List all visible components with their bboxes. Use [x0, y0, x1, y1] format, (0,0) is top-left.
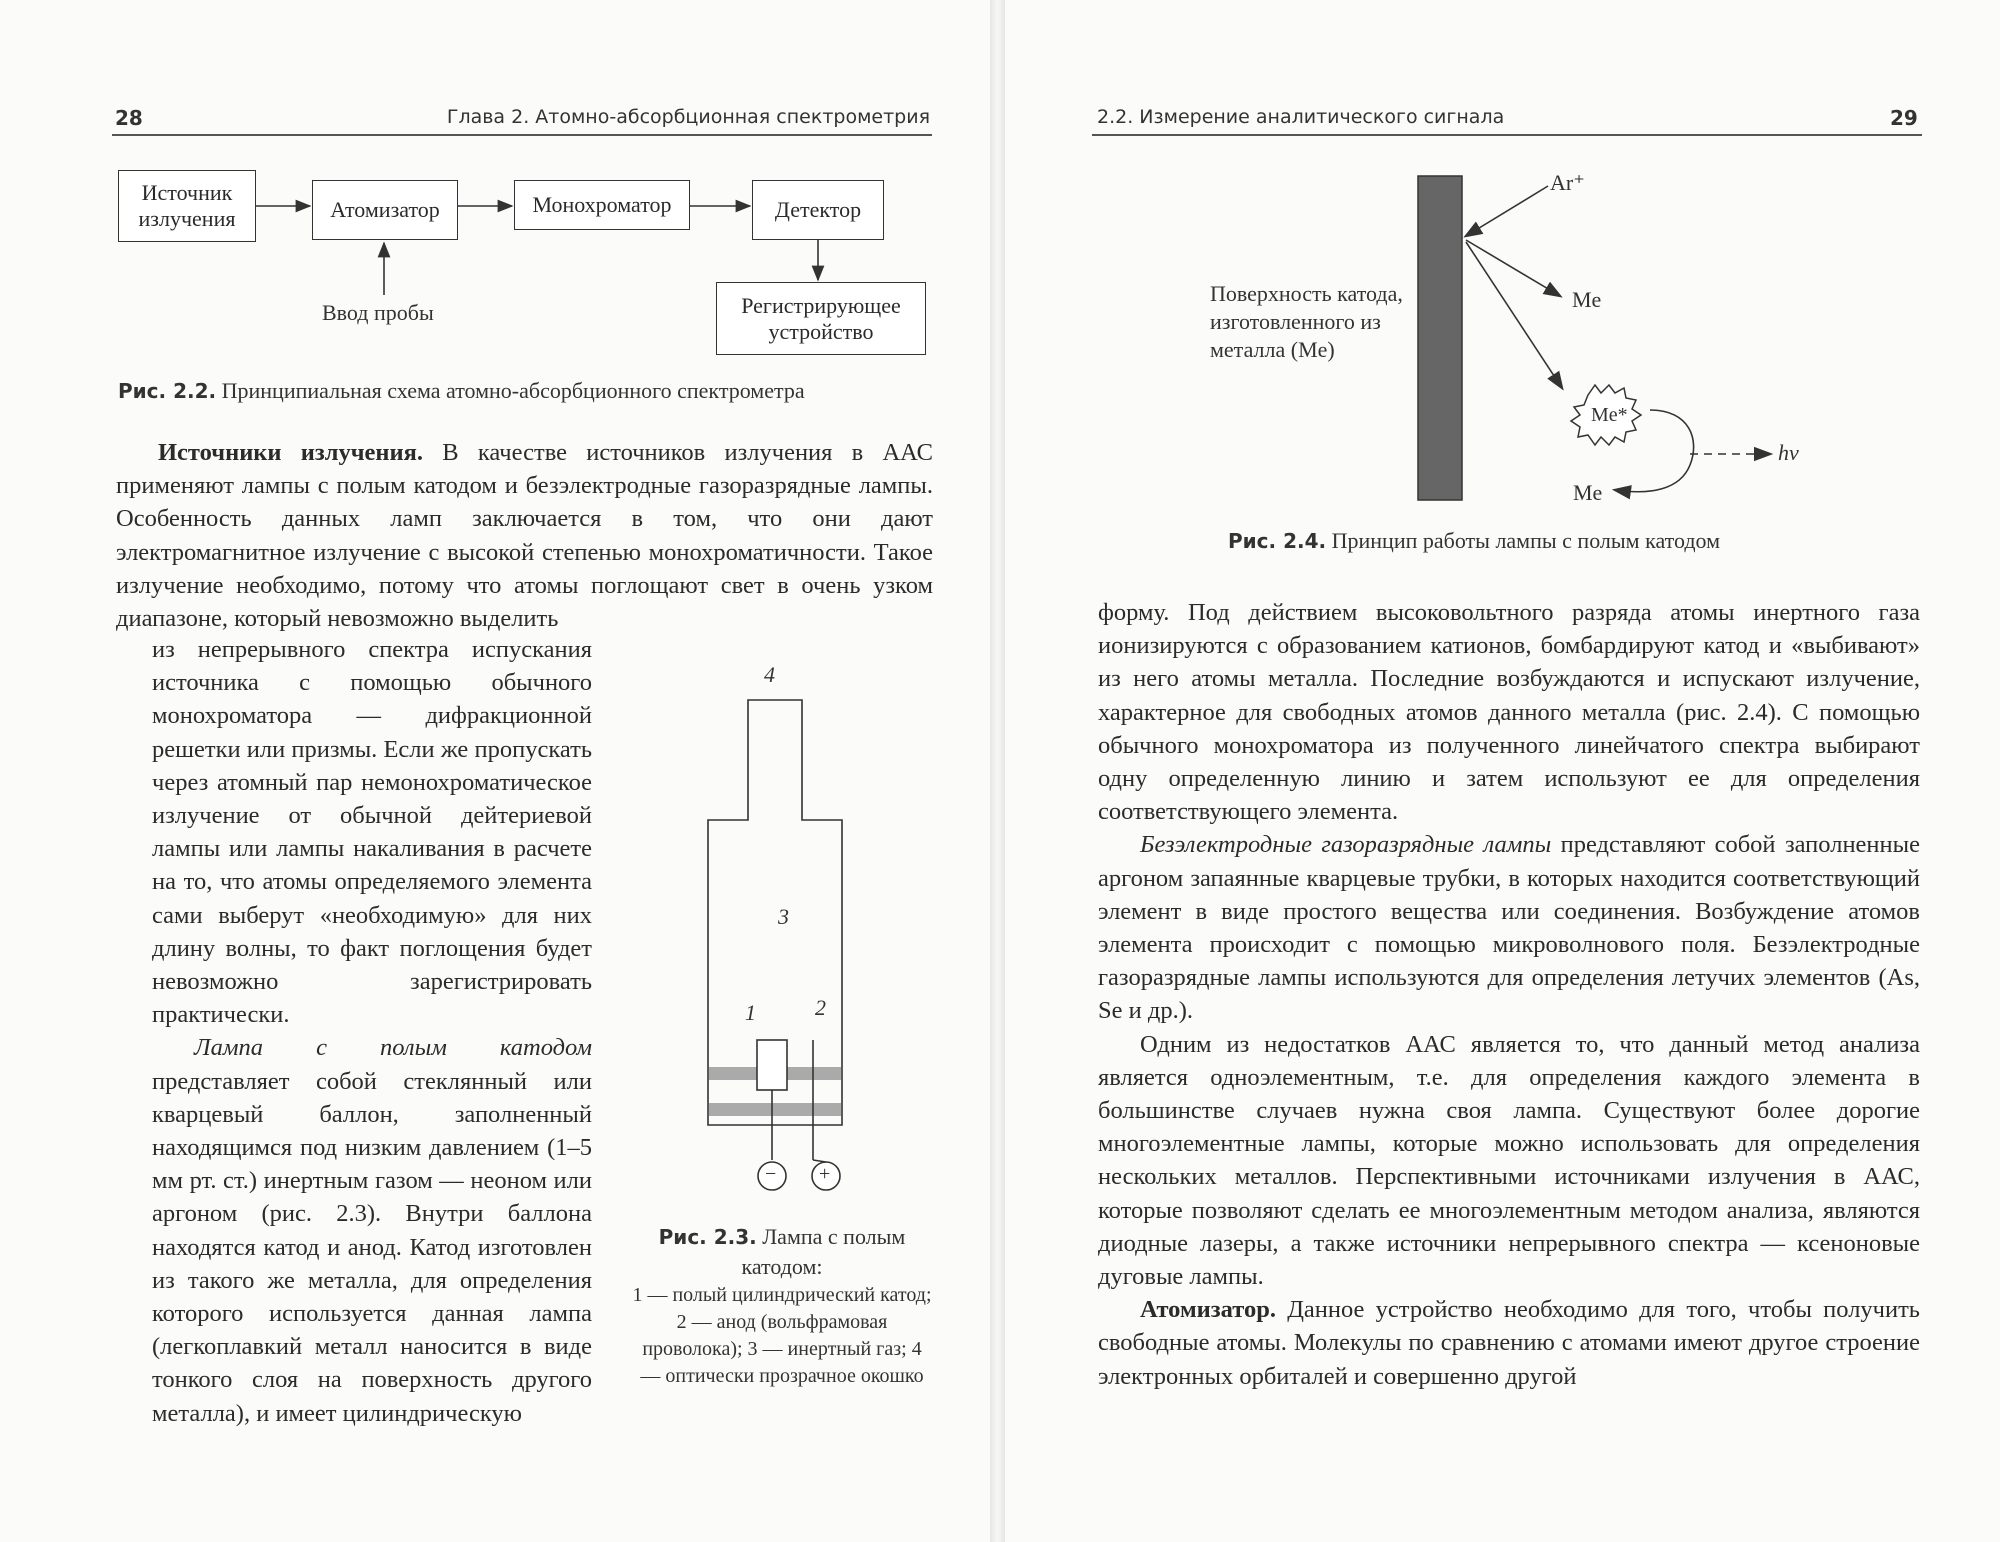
- atomizer-heading: Атомизатор.: [1140, 1296, 1276, 1324]
- minus-sign: −: [765, 1163, 777, 1185]
- right-running-header: 2.2. Измерение аналитического сигнала: [1097, 106, 1505, 128]
- lamp-label-gas: 3: [778, 904, 789, 929]
- lamp-label-anode: 2: [815, 995, 826, 1020]
- right-text-column: [1098, 596, 1920, 1393]
- figure-2-3-caption-label: Рис. 2.3.: [658, 1225, 757, 1249]
- right-paragraph-1: форму. Под действием высоковольтного разряда атомы инертного газа ионизируются с образованием катионов, бомбардируют катод и «выбивают» из него атомы металла. Последние возбуждаются и испускают излучение, характерное для свободных атомов данного металла (рис. 2.4). С помощью обычного монохроматора из полученного линейчатого спектра выбирают одну определенную линию и затем используют ее для определения соответствующего элемента.: [1098, 599, 1920, 826]
- left-running-header: Глава 2. Атомно-абсорбционная спектрометрия: [446, 106, 930, 128]
- cathode-surface-bar: [1418, 176, 1462, 500]
- box-recording-device: Регистрирующее устройство: [716, 282, 926, 355]
- arrow-ion-impact: [1466, 186, 1548, 236]
- arrow-ejected-atom: [1466, 240, 1560, 296]
- right-page-number: 29: [1890, 106, 1918, 130]
- hollow-cathode-lamp-text: представляет собой стеклянный или кварцевый баллон, заполненный находящимся под низким давлением (1–5 мм рт. ст.) инертным газом — неоном или аргоном (рис. 2.3). Внутри баллона находятся катод и анод. Катод изготовлен из такого же металла, для определения которого используется данная лампа (легкоплавкий металл наносится в виде тонкого слоя на поверхность другого металла), и имеет цилиндрическую: [152, 1067, 592, 1427]
- photon-label: hν: [1778, 440, 1799, 465]
- figure-2-3-legend: 1 — полый цилиндрический катод; 2 — анод (вольфрамовая проволока); 3 — инертный газ; 4 — оптически прозрачное окошко: [632, 1284, 932, 1387]
- figure-2-2-caption-text: Принципиальная схема атомно-абсорбционного спектрометра: [221, 378, 805, 403]
- left-page-number: 28: [115, 106, 143, 130]
- lamp-label-window: 4: [764, 662, 775, 687]
- excited-atom-label: Me*: [1591, 404, 1628, 426]
- figure-2-3-caption-title: Лампа с полым катодом:: [741, 1224, 906, 1279]
- figure-2-4-caption: [1228, 528, 1720, 554]
- electrodeless-lamps-term: Безэлектродные газоразрядные лампы: [1140, 831, 1552, 859]
- atomizer-text: Данное устройство необходимо для того, чтобы получить свободные атомы. Молекулы по сравнению с атомами имеют другое строение электронных орбиталей и совершенно другой: [1098, 1296, 1920, 1390]
- lamp-label-cathode: 1: [745, 1000, 756, 1025]
- right-paragraph-3: Одним из недостатков ААС является то, что данный метод анализа является одноэлементным, т.е. для определения каждого элемента в большинстве случаев нужна своя лампа. Существуют более дорогие многоэлементные лампы, которые можно использовать для определения нескольких металлов. Перспективными источниками излучения в ААС, которые позволяют сделать ее многоэлементным методом анализа, являются диодные лазеры, а также источники непрерывного спектра — ксеноновые дуговые лампы.: [1098, 1030, 1920, 1291]
- cathode-surface-label: Поверхность катода, изготовленного из металла (Me): [1210, 281, 1403, 362]
- box-radiation-source: Источник излучения: [118, 170, 256, 242]
- box-atomizer: Атомизатор: [312, 180, 458, 240]
- radiation-sources-text: В качестве источников излучения в ААС применяют лампы с полым катодом и безэлектродные газоразрядные лампы. Особенность данных ламп заключается в том, что они дают электромагнитное излучение с высокой степенью монохроматичности. Такое излучение необходимо, потому что атомы поглощают свет в очень узком диапазоне, который невозможно выделить: [116, 439, 933, 633]
- box-detector: Детектор: [752, 180, 884, 240]
- ejected-atom-label: Me: [1572, 287, 1602, 312]
- argon-ion-label: Ar⁺: [1550, 170, 1585, 195]
- sample-input-label: Ввод пробы: [322, 300, 434, 325]
- figure-2-4-caption-text: Принцип работы лампы с полым катодом: [1331, 528, 1721, 553]
- figure-2-4-caption-label: Рис. 2.4.: [1228, 529, 1327, 553]
- plus-sign: +: [819, 1163, 831, 1185]
- box-monochromator: Монохроматор: [514, 180, 690, 230]
- electrodeless-lamps-text: представляют собой заполненные аргоном запаянные кварцевые трубки, в которых находится соответствующий элемент в виде простого вещества или соединения. Возбуждение атомов элемента происходит с помощью микроволнового поля. Безэлектродные газоразрядные лампы используются для определения летучих элементов (As, Se и др.).: [1098, 831, 1920, 1025]
- figure-2-2-caption-label: Рис. 2.2.: [118, 379, 217, 403]
- radiation-sources-continued: из непрерывного спектра испускания источника с помощью обычного монохроматора — дифракционной решетки или призмы. Если же пропускать через атомный пар немонохроматическое излучение от обычной дейтериевой лампы или лампы накаливания в расчете на то, что атомы определяемого элемента сами выберут «необходимую» для них длину волны, то факт поглощения будет невозможно зарегистрировать практически.: [152, 636, 592, 1029]
- hollow-cathode-lamp-term: Лампа с полым катодом: [194, 1034, 592, 1062]
- arrow-to-excited-atom: [1466, 242, 1562, 388]
- ground-state-atom-label: Me: [1573, 480, 1603, 505]
- radiation-sources-heading: Источники излучения.: [158, 439, 424, 466]
